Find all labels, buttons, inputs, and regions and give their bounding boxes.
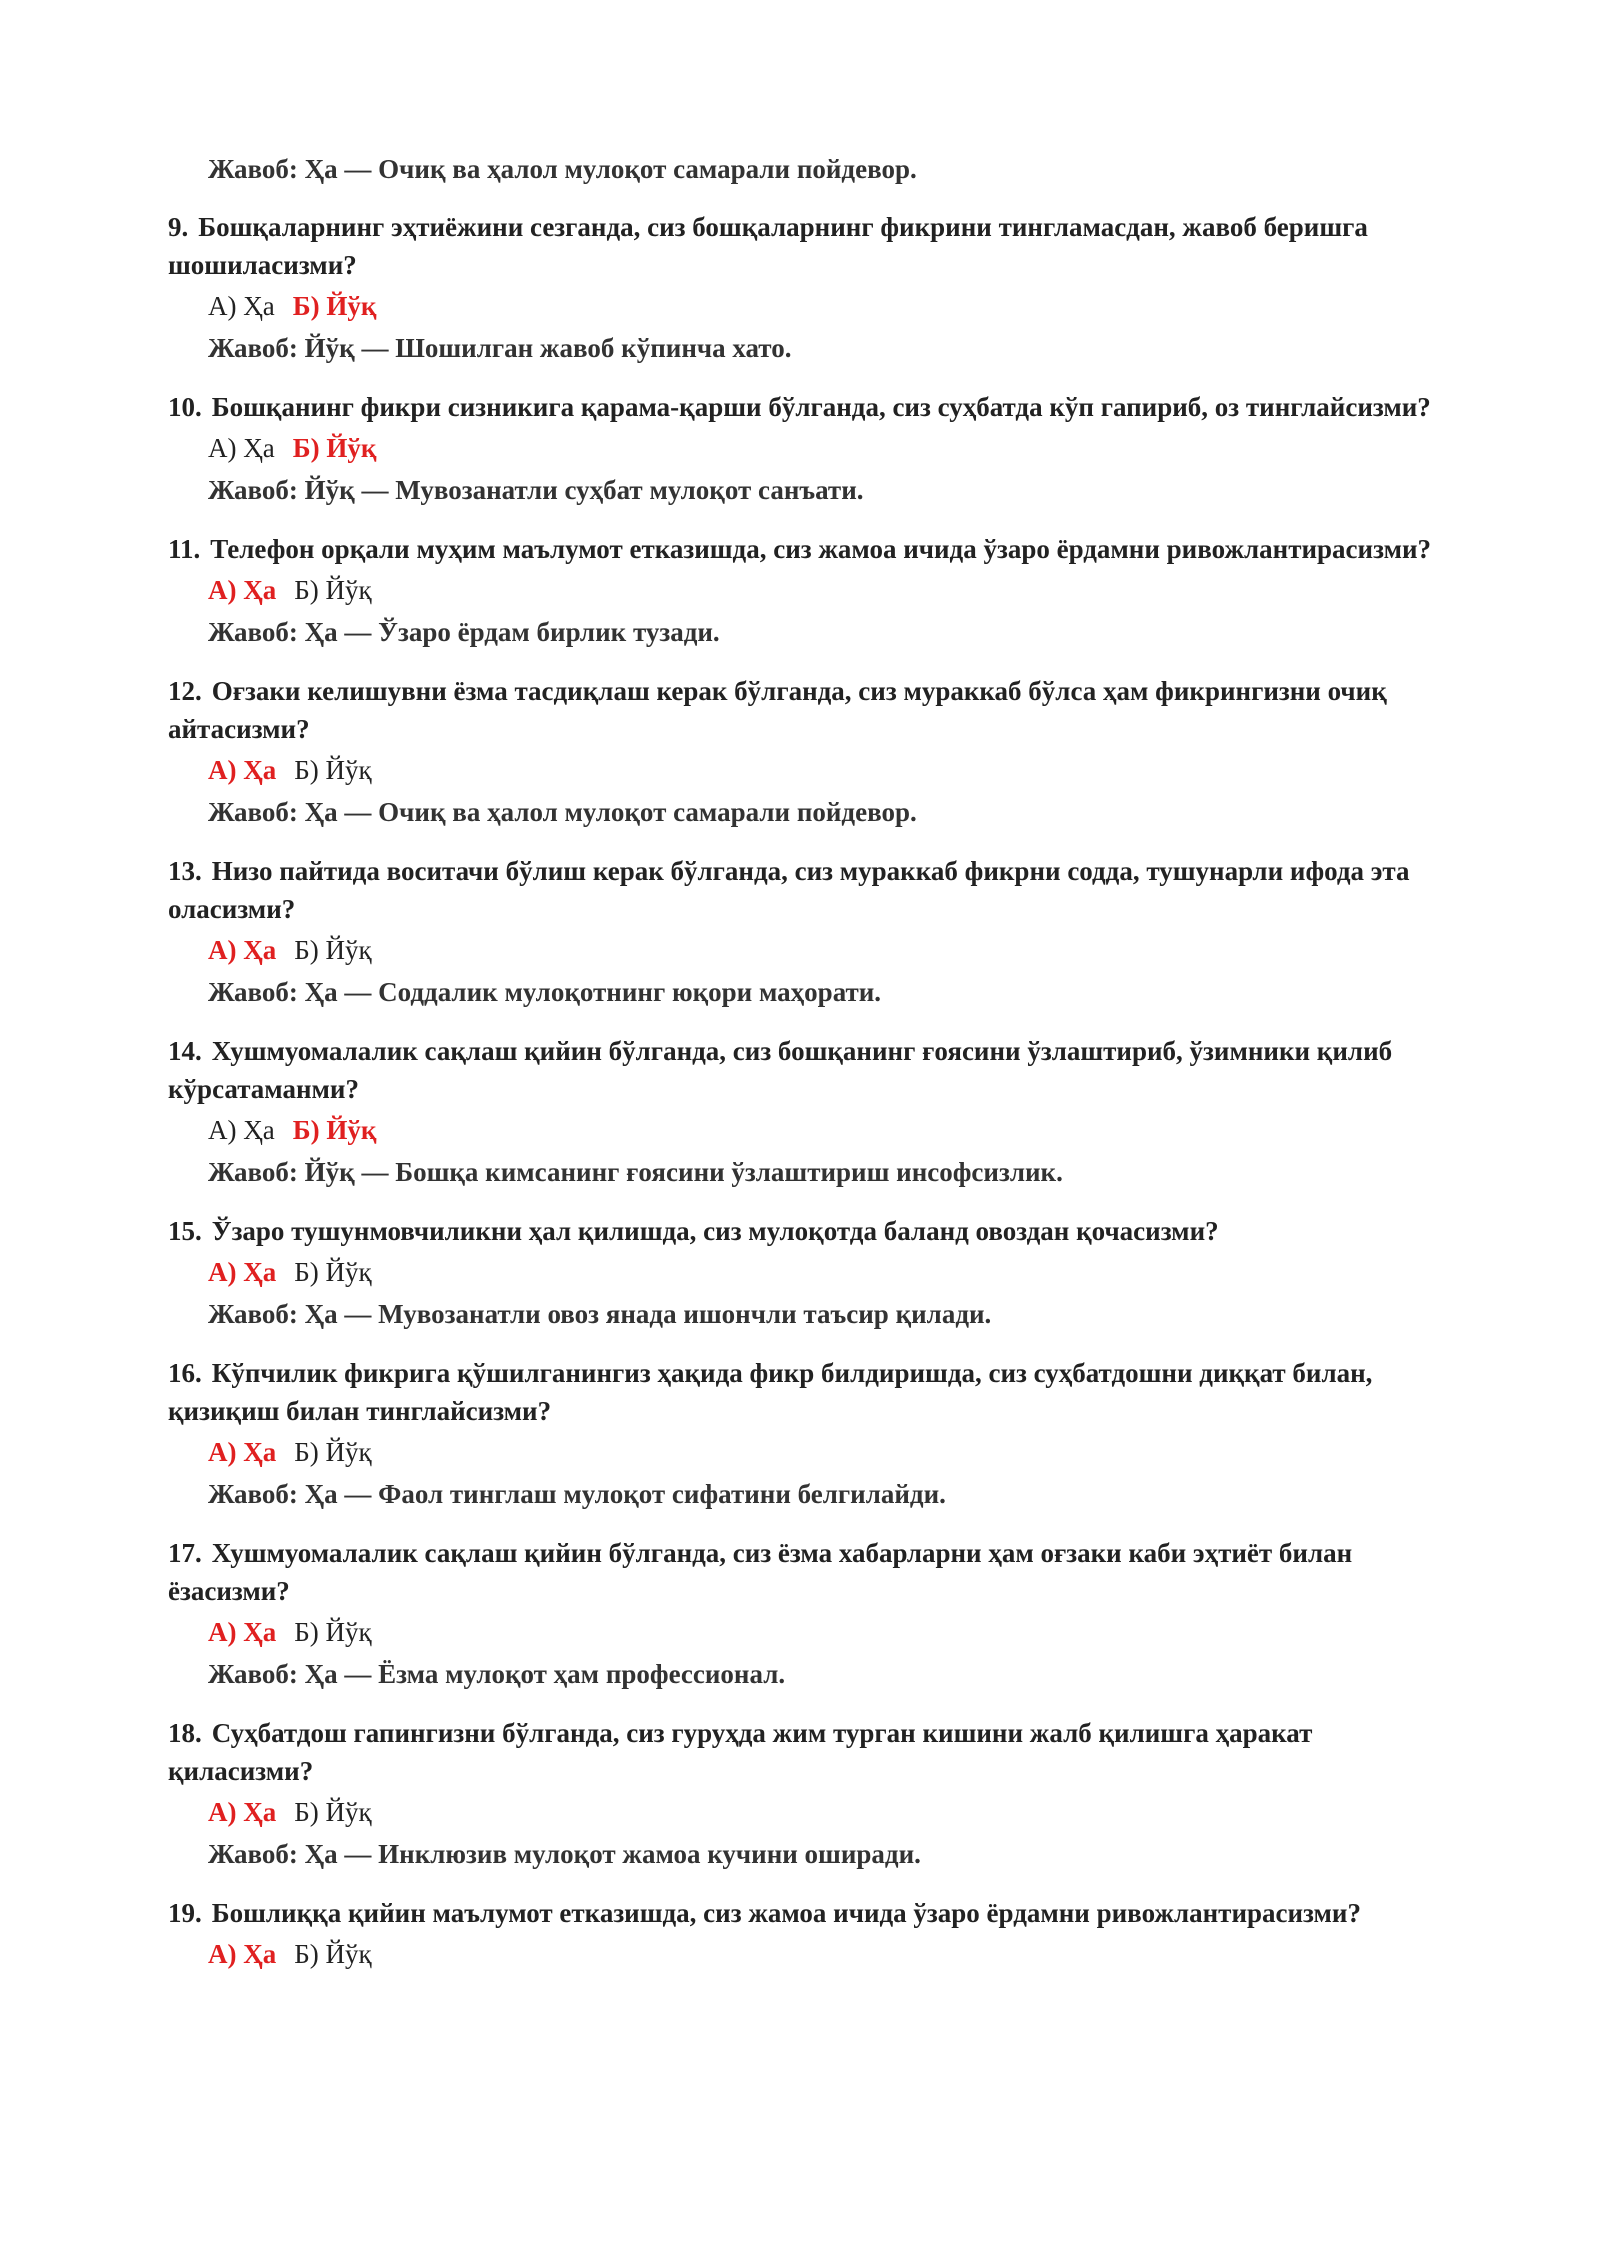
answer-line: Жавоб: Ҳа — Инклюзив мулоқот жамоа кучини оширади.	[208, 1839, 921, 1869]
answer-options	[208, 286, 1450, 326]
answer-options	[208, 428, 1450, 468]
question-block	[168, 852, 1450, 1012]
answer-options	[208, 1934, 1450, 1974]
question-number: 11.	[168, 534, 201, 564]
question-number: 17.	[168, 1538, 202, 1568]
option-a: А) Ҳа	[208, 1257, 277, 1287]
question-number: 19.	[168, 1898, 202, 1928]
answer-options	[208, 750, 1450, 790]
option-b: Б) Йўқ	[294, 935, 372, 965]
answer-options	[208, 1792, 1450, 1832]
answer-line: Жавоб: Ҳа — Очиқ ва ҳалол мулоқот самарали пойдевор.	[208, 154, 917, 184]
option-b: Б) Йўқ	[294, 1617, 372, 1647]
question-block	[168, 1894, 1450, 1974]
option-a: А) Ҳа	[208, 291, 275, 321]
option-a: А) Ҳа	[208, 1617, 277, 1647]
option-b: Б) Йўқ	[294, 1797, 372, 1827]
answer-options	[208, 1432, 1450, 1472]
option-a: А) Ҳа	[208, 935, 277, 965]
question-block	[168, 1032, 1450, 1192]
question-text	[168, 1032, 1450, 1108]
option-b: Б) Йўқ	[294, 755, 372, 785]
question-number: 14.	[168, 1036, 202, 1066]
question-text	[168, 1894, 1450, 1932]
option-b: Б) Йўқ	[294, 1939, 372, 1969]
answer-line: Жавоб: Ҳа — Мувозанатли овоз янада ишончли таъсир қилади.	[208, 1299, 992, 1329]
question-text	[168, 672, 1450, 748]
option-b: Б) Йўқ	[294, 1437, 372, 1467]
answer-line: Жавоб: Ҳа — Ўзаро ёрдам бирлик тузади.	[208, 617, 720, 647]
option-a: А) Ҳа	[208, 1939, 277, 1969]
question-block	[168, 672, 1450, 832]
question-body: Хушмуомалалик сақлаш қийин бўлганда, сиз бошқанинг ғоясини ўзлаштириб, ўзимники қилиб кўрсатаманми?	[168, 1036, 1393, 1104]
question-list	[168, 208, 1450, 1974]
answer-line: Жавоб: Ҳа — Соддалик мулоқотнинг юқори маҳорати.	[208, 977, 882, 1007]
question-body: Бошқанинг фикри сизникига қарама-қарши бўлганда, сиз суҳбатда кўп гапириб, оз тинглайсизми?	[211, 392, 1431, 422]
question-block	[168, 388, 1450, 510]
question-number: 12.	[168, 676, 202, 706]
option-a: А) Ҳа	[208, 755, 277, 785]
question-body: Оғзаки келишувни ёзма тасдиқлаш керак бўлганда, сиз мураккаб бўлса ҳам фикрингизни очиқ айтасизми?	[168, 676, 1387, 744]
answer-line: Жавоб: Йўқ — Шошилган жавоб кўпинча хато.	[208, 333, 792, 363]
answer-line: Жавоб: Йўқ — Мувозанатли суҳбат мулоқот санъати.	[208, 475, 864, 505]
question-block	[168, 530, 1450, 652]
question-block	[168, 1714, 1450, 1874]
question-block	[168, 1354, 1450, 1514]
question-text	[168, 530, 1450, 568]
question-body: Кўпчилик фикрига қўшилганингиз ҳақида фикр билдиришда, сиз суҳбатдошни диққат билан, қизиқиш билан тинглайсизми?	[168, 1358, 1373, 1426]
answer-options	[208, 1612, 1450, 1652]
option-a: А) Ҳа	[208, 575, 277, 605]
answer-line: Жавоб: Ҳа — Фаол тинглаш мулоқот сифатини белгилайди.	[208, 1479, 946, 1509]
answer-line: Жавоб: Йўқ — Бошқа кимсанинг ғоясини ўзлаштириш инсофсизлик.	[208, 1157, 1063, 1187]
question-text	[168, 852, 1450, 928]
question-body: Хушмуомалалик сақлаш қийин бўлганда, сиз ёзма хабарларни ҳам оғзаки каби эҳтиёт билан ёзасизми?	[168, 1538, 1353, 1606]
answer-line: Жавоб: Ҳа — Очиқ ва ҳалол мулоқот самарали пойдевор.	[208, 797, 917, 827]
question-text	[168, 1534, 1450, 1610]
question-number: 15.	[168, 1216, 202, 1246]
question-text	[168, 208, 1450, 284]
option-b: Б) Йўқ	[292, 433, 377, 463]
question-body: Телефон орқали муҳим маълумот етказишда, сиз жамоа ичида ўзаро ёрдамни ривожлантирасизми?	[210, 534, 1432, 564]
question-body: Бошлиққа қийин маълумот етказишда, сиз жамоа ичида ўзаро ёрдамни ривожлантирасизми?	[211, 1898, 1361, 1928]
answer-line: Жавоб: Ҳа — Ёзма мулоқот ҳам профессионал.	[208, 1659, 786, 1689]
question-body: Низо пайтида воситачи бўлиш керак бўлганда, сиз мураккаб фикрни содда, тушунарли ифода эта оласизми?	[168, 856, 1410, 924]
option-b: Б) Йўқ	[292, 1115, 377, 1145]
question-block	[168, 208, 1450, 368]
question-body: Ўзаро тушунмовчиликни ҳал қилишда, сиз мулоқотда баланд овоздан қочасизми?	[211, 1216, 1219, 1246]
option-a: А) Ҳа	[208, 1115, 275, 1145]
question-block	[168, 1212, 1450, 1334]
question-number: 10.	[168, 392, 202, 422]
question-text	[168, 388, 1450, 426]
question-number: 9.	[168, 212, 189, 242]
question-number: 18.	[168, 1718, 202, 1748]
question-body: Бошқаларнинг эҳтиёжини сезганда, сиз бошқаларнинг фикрини тингламасдан, жавоб беришга шошиласизми?	[168, 212, 1368, 280]
option-b: Б) Йўқ	[294, 1257, 372, 1287]
question-number: 16.	[168, 1358, 202, 1388]
option-a: А) Ҳа	[208, 433, 275, 463]
option-a: А) Ҳа	[208, 1797, 277, 1827]
option-b: Б) Йўқ	[292, 291, 377, 321]
question-body: Суҳбатдош гапингизни бўлганда, сиз гуруҳда жим турган кишини жалб қилишга ҳаракат қиласизми?	[168, 1718, 1313, 1786]
option-b: Б) Йўқ	[294, 575, 372, 605]
option-a: А) Ҳа	[208, 1437, 277, 1467]
answer-options	[208, 570, 1450, 610]
answer-options	[208, 930, 1450, 970]
question-number: 13.	[168, 856, 202, 886]
answer-options	[208, 1110, 1450, 1150]
answer-options	[208, 1252, 1450, 1292]
question-text	[168, 1714, 1450, 1790]
question-block	[168, 1534, 1450, 1694]
question-text	[168, 1354, 1450, 1430]
question-text	[168, 1212, 1450, 1250]
